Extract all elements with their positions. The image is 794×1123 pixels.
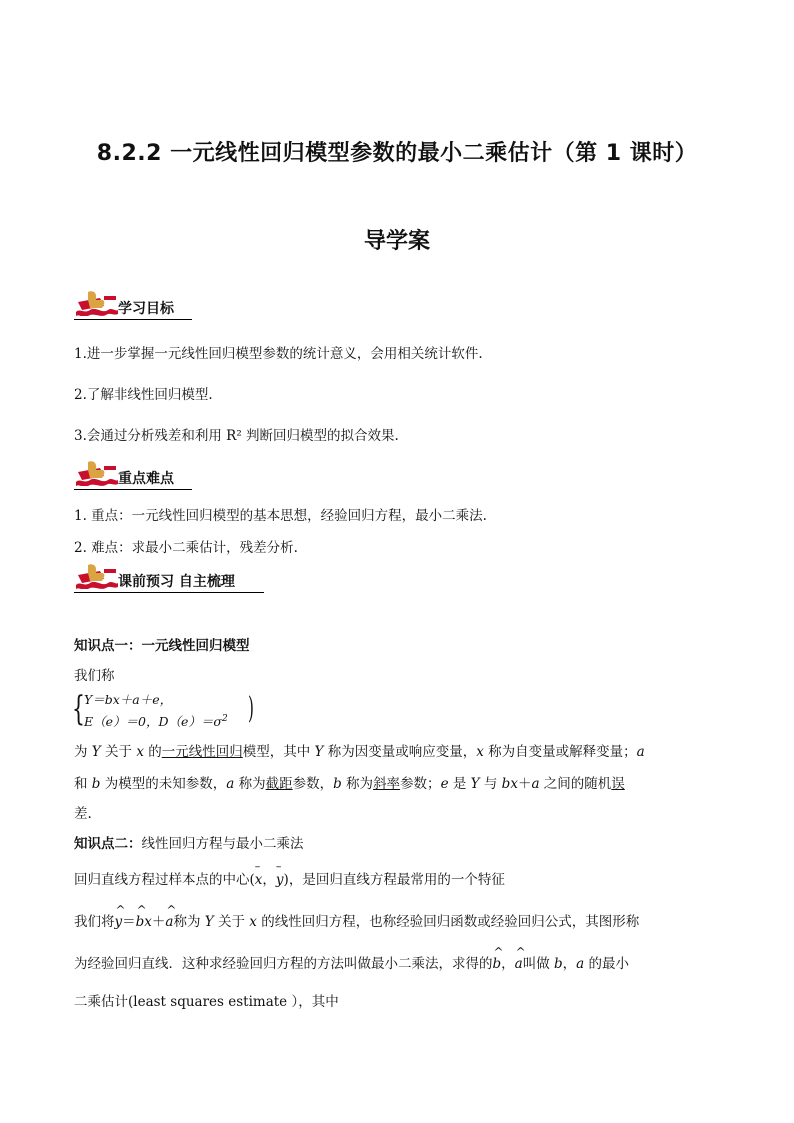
kp2-line-3: 为经验回归直线．这种求经验回归方程的方法叫做最小二乘法，求得的^ b，^ a叫做 b，a 的最小	[74, 952, 629, 972]
kp1-paragraph-line-3: 差.	[74, 806, 92, 822]
thumbs-up-banner-icon	[74, 460, 120, 486]
kp1-we-call: 我们称	[74, 668, 115, 684]
keypoint-item-2: 2. 难点：求最小二乘估计，残差分析.	[74, 540, 298, 556]
section-header-keypoints	[74, 460, 274, 490]
system-paren: )	[248, 691, 254, 726]
section-header-goals	[74, 290, 274, 320]
page-subtitle: 导学案	[363, 229, 430, 254]
thumbs-up-banner-icon	[74, 290, 120, 316]
goal-item-2: 2.了解非线性回归模型.	[74, 387, 213, 403]
model-equation-2: E（e）＝0，$D(e)=\sigma^2$	[84, 713, 228, 729]
kp1-paragraph-line-2: 和 b 为模型的未知参数，a 称为截距参数，b 称为斜率参数；e 是 Y 与 bx＋a 之间的随机误	[74, 776, 625, 792]
page-title: 8.2.2 一元线性回归模型参数的最小二乘估计（第 1 课时）	[96, 141, 698, 166]
keypoint-item-1: 1. 重点：一元线性回归模型的基本思想，经验回归方程，最小二乘法.	[74, 508, 487, 524]
section-heading: 学习目标	[118, 301, 174, 317]
section-heading: 课前预习 自主梳理	[118, 574, 235, 590]
kp2-line-2: 我们将^ y＝^ bx＋^ a称为 Y 关于 x 的线性回归方程，也称经验回归函数或经验回归公式，其图形称	[74, 910, 639, 930]
goal-item-1: 1.进一步掌握一元线性回归模型参数的统计意义，会用相关统计软件.	[74, 346, 483, 362]
kp2-line-1: 回归直线方程过样本点的中心(– x，– y)，是回归直线方程最常用的一个特征	[74, 868, 505, 888]
kp1-title: 知识点一：一元线性回归模型	[74, 638, 250, 654]
section-heading: 重点难点	[118, 471, 174, 487]
kp2-title: 知识点二：线性回归方程与最小二乘法	[74, 836, 304, 852]
goal-item-3: 3.会通过分析残差和利用 R² 判断回归模型的拟合效果.	[74, 428, 399, 444]
section-header-preview	[74, 563, 274, 593]
thumbs-up-banner-icon	[74, 563, 120, 589]
model-equation-1: Y＝bx＋a＋e，	[84, 692, 173, 707]
kp1-paragraph-line-1: 为 Y 关于 x 的一元线性回归模型，其中 Y 称为因变量或响应变量，x 称为自变量或解释变量；a	[74, 744, 645, 760]
kp2-line-4: 二乘估计(least squares estimate ），其中	[74, 994, 339, 1010]
system-brace: {	[72, 689, 85, 729]
